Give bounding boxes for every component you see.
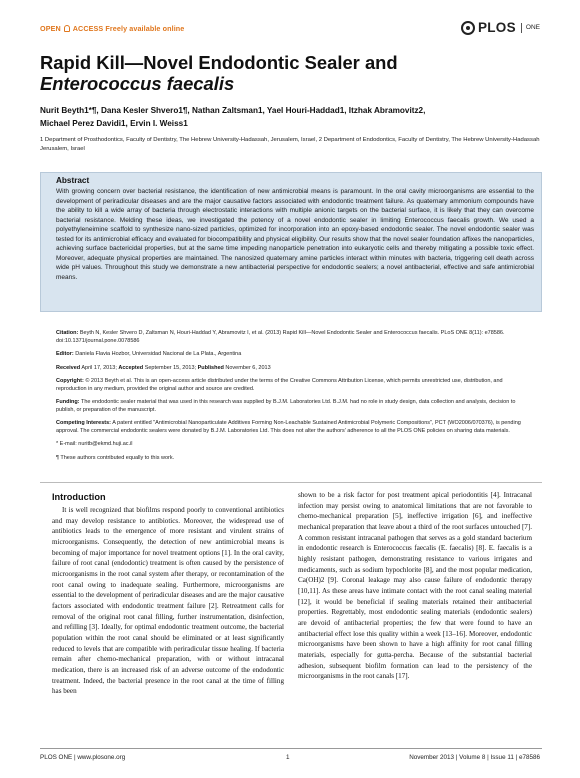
footer-issue: November 2013 | Volume 8 | Issue 11 | e78586 bbox=[409, 754, 540, 761]
dates-block bbox=[56, 365, 534, 373]
footer-divider bbox=[40, 748, 542, 749]
funding-label: Funding: bbox=[56, 399, 80, 405]
title-line-2: Enterococcus faecalis bbox=[40, 73, 235, 94]
editor-text: Daniela Flavia Hozbor, Universidad Nacional de La Plata., Argentina bbox=[75, 351, 242, 357]
citation-block bbox=[56, 330, 534, 345]
copyright-block bbox=[56, 378, 534, 393]
affiliations: 1 Department of Prosthodontics, Faculty of Dentistry, The Hebrew University-Hadassah, Jerusalem, Israel, 2 Department of Endodontics, Faculty of Dentistry, The Hebrew University-Hadassah Jerusalem, Israel bbox=[40, 137, 540, 152]
copyright-text: © 2013 Beyth et al. This is an open-access article distributed under the terms of the Creative Commons Attribution License, which permits unrestricted use, distribution, and reproduction in any medium, provided the original author and source are credited. bbox=[56, 378, 503, 392]
citation-text: Beyth N, Kesler Shvero D, Zaltsman N, Houri-Haddad Y, Abramovitz I, et al. (2013) Rapid Kill—Novel Endodontic Sealer and Enterococcus faecalis. PLoS ONE 8(11): e78586. doi:10.1371/journal.pone.0078586 bbox=[56, 330, 505, 344]
article-metadata bbox=[56, 330, 534, 468]
funding-text: The endodontic sealer material that was used in this research was supplied by B.J.M. Laboratories Ltd. B.J.M. had no role in study design, data collection and analysis, decision to publish, or preparation of the manuscript. bbox=[56, 399, 516, 413]
introduction-right-column: shown to be a risk factor for post treatment apical periodontitis [4]. Intracanal infection may persist owing to anatomical limitations that are not favorable to chemo-mechanical preparation [5], ineffective irrigation [6], and ineffective mechanical preparation that leave about a third of the root surfaces untouched [7]. A common resistant intracanal pathogen that serves as a gold standard bacterium in endodontic research is Enterococcus faecalis (E. faecalis) [8]. E. faecalis is a highly resistant pathogen, demonstrating resistance to various irrigates and medicaments, such as sodium hypochlorite [8], and the most popular medication, Ca(OH)2 [9]. Coronal leakage may also cause failure of endodontic therapy [10,11]. As these areas have intimate contact with the root canal sealing material [12], it would be beneficial if sealing materials retained their antibacterial properties. Regrettably, most endodontic sealing materials (endodontic sealers) are devoid of antibacterial properties; the few that were found to have an antibacterial effect lose this quality within a week [13–16]. Moreover, endodontic microorganisms have been shown to have a high affinity for root canal filling materials, especially for gutta-percha. Because of the substantial bacterial adhesion, subsequent biofilm formation can lead to the persistency of the microorganisms in the root canals [17]. bbox=[298, 491, 532, 681]
editor-block bbox=[56, 351, 534, 359]
equal-contribution-note: ¶ These authors contributed equally to this work. bbox=[56, 454, 175, 461]
open-access-prefix: OPEN bbox=[40, 24, 61, 33]
abstract-heading: Abstract bbox=[56, 176, 90, 185]
footer-journal: PLOS ONE | www.plosone.org bbox=[40, 754, 126, 761]
published-date: November 6, 2013 bbox=[225, 364, 271, 371]
section-divider bbox=[40, 482, 542, 483]
email-line: * E-mail: nuritb@ekmd.huji.ac.il bbox=[56, 441, 133, 447]
editor-label: Editor: bbox=[56, 351, 74, 357]
competing-label: Competing Interests: bbox=[56, 420, 112, 426]
competing-text: A patent entitled "Antimicrobial Nanoparticulate Additives Forming Non-Leachable Sustained Antimicrobial Polymeric Compositions", PCT (WO2006/070376), is pending approval. The commercial endodontic sealers were donated by B.J.M. Laboratories Ltd. This does not alter the authors' adherence to all the PLOS ONE policies on sharing data materials. bbox=[56, 420, 521, 434]
received-date: April 17, 2013; bbox=[81, 364, 117, 371]
journal-logo bbox=[461, 20, 540, 35]
accepted-date: September 15, 2013; bbox=[144, 364, 197, 371]
footer-page-number: 1 bbox=[286, 754, 290, 761]
author-list bbox=[40, 104, 545, 130]
citation-label: Citation: bbox=[56, 330, 79, 336]
open-access-suffix: ACCESS Freely available online bbox=[72, 24, 185, 33]
article-title bbox=[40, 52, 540, 94]
introduction-left-column: It is well recognized that biofilms respond poorly to conventional antibiotics and may develop resistance to antibiotics. Moreover, the widespread use of antibiotics leads to the emergence of more resistant and virulent strains of microorganisms. Consequently, the detection of new antimicrobial means is becoming of major importance for novel treatment options [1]. In the oral cavity, failure of root canal (endodontic) treatment is often caused by the persistence of microorganisms in the root canal system after therapy, or recontamination of the root canal owing to inadequate sealing. Furthermore, microorganisms are essential to the development of periradicular diseases and are the major causative factors associated with endodontic treatment failure [2]. Retreatment calls for removal of the original root canal filling, further instrumentation, disinfection, and refilling [3]. Ideally, for optimal endodontic treatment outcome, the bacterial population within the root canal should be eliminated or at least significantly reduced to levels that are compatible with periradicular tissue healing. If bacteria remain after chemo-mechanical preparation, with or without intracanal medication, there is an increased risk of an adverse outcome of the endodontic treatment. Indeed, the bacterial presence in the root canal at the time of filling has been bbox=[52, 506, 284, 696]
abstract-text: With growing concern over bacterial resistance, the identification of new antimicrobial means is paramount. In the oral cavity microorganisms are essential to the development of periradicular diseases and are the major causative factors associated with endodontic treatment failure. As quaternary ammonium compounds have the ability to kill a wide array of bacteria through electrostatic interactions with multiple anionic targets on the bacterial surface, it is likely that they can overcome bacterial resistance. Melding these ideas, we investigated the potency of a novel endodontic sealer in limiting Enterococcus faecalis growth. We used a polyethyleneimine scaffold to synthesize nano-sized particles, optimized for incorporation into an epoxy-based endodontic sealer. The novel endodontic sealer was tested for its antimicrobial efficacy and evaluated for biocompatibility and physical eligibility. Our results show that the novel sealer foundation affixes the nanoparticles, achieving surface bactericidal properties, but at the same time impeding nanoparticle penetration into eukaryotic cells and thereby mitigating a possible toxic effect. Moreover, adequate physical properties are maintained. The nanosized quaternary amine particles interact within minutes with bacteria, triggering cell death across wide pH values. Throughout this study we demonstrate a new antibacterial perspective for endodontic sealers; a novel antibacterial, effective and safe antimicrobial means. bbox=[56, 188, 535, 281]
journal-logo-sub: ONE bbox=[521, 23, 540, 33]
journal-logo-text: PLOS bbox=[477, 20, 516, 35]
received-label: Received bbox=[56, 364, 81, 371]
published-label: Published bbox=[197, 364, 224, 371]
title-line-1: Rapid Kill—Novel Endodontic Sealer and bbox=[40, 52, 398, 73]
open-lock-icon bbox=[64, 25, 70, 32]
open-access-banner bbox=[40, 24, 184, 33]
authors-line-2: Michael Perez Davidi1, Ervin I. Weiss1 bbox=[40, 119, 188, 128]
funding-block bbox=[56, 399, 534, 414]
competing-block bbox=[56, 420, 534, 435]
accepted-label: Accepted bbox=[118, 364, 144, 371]
authors-line-1: Nurit Beyth1*¶, Dana Kesler Shvero1¶, Nathan Zaltsman1, Yael Houri-Haddad1, Itzhak Abramovitz2, bbox=[40, 106, 426, 115]
introduction-heading: Introduction bbox=[52, 492, 106, 502]
copyright-label: Copyright: bbox=[56, 378, 84, 384]
plos-logo-icon bbox=[461, 21, 475, 35]
